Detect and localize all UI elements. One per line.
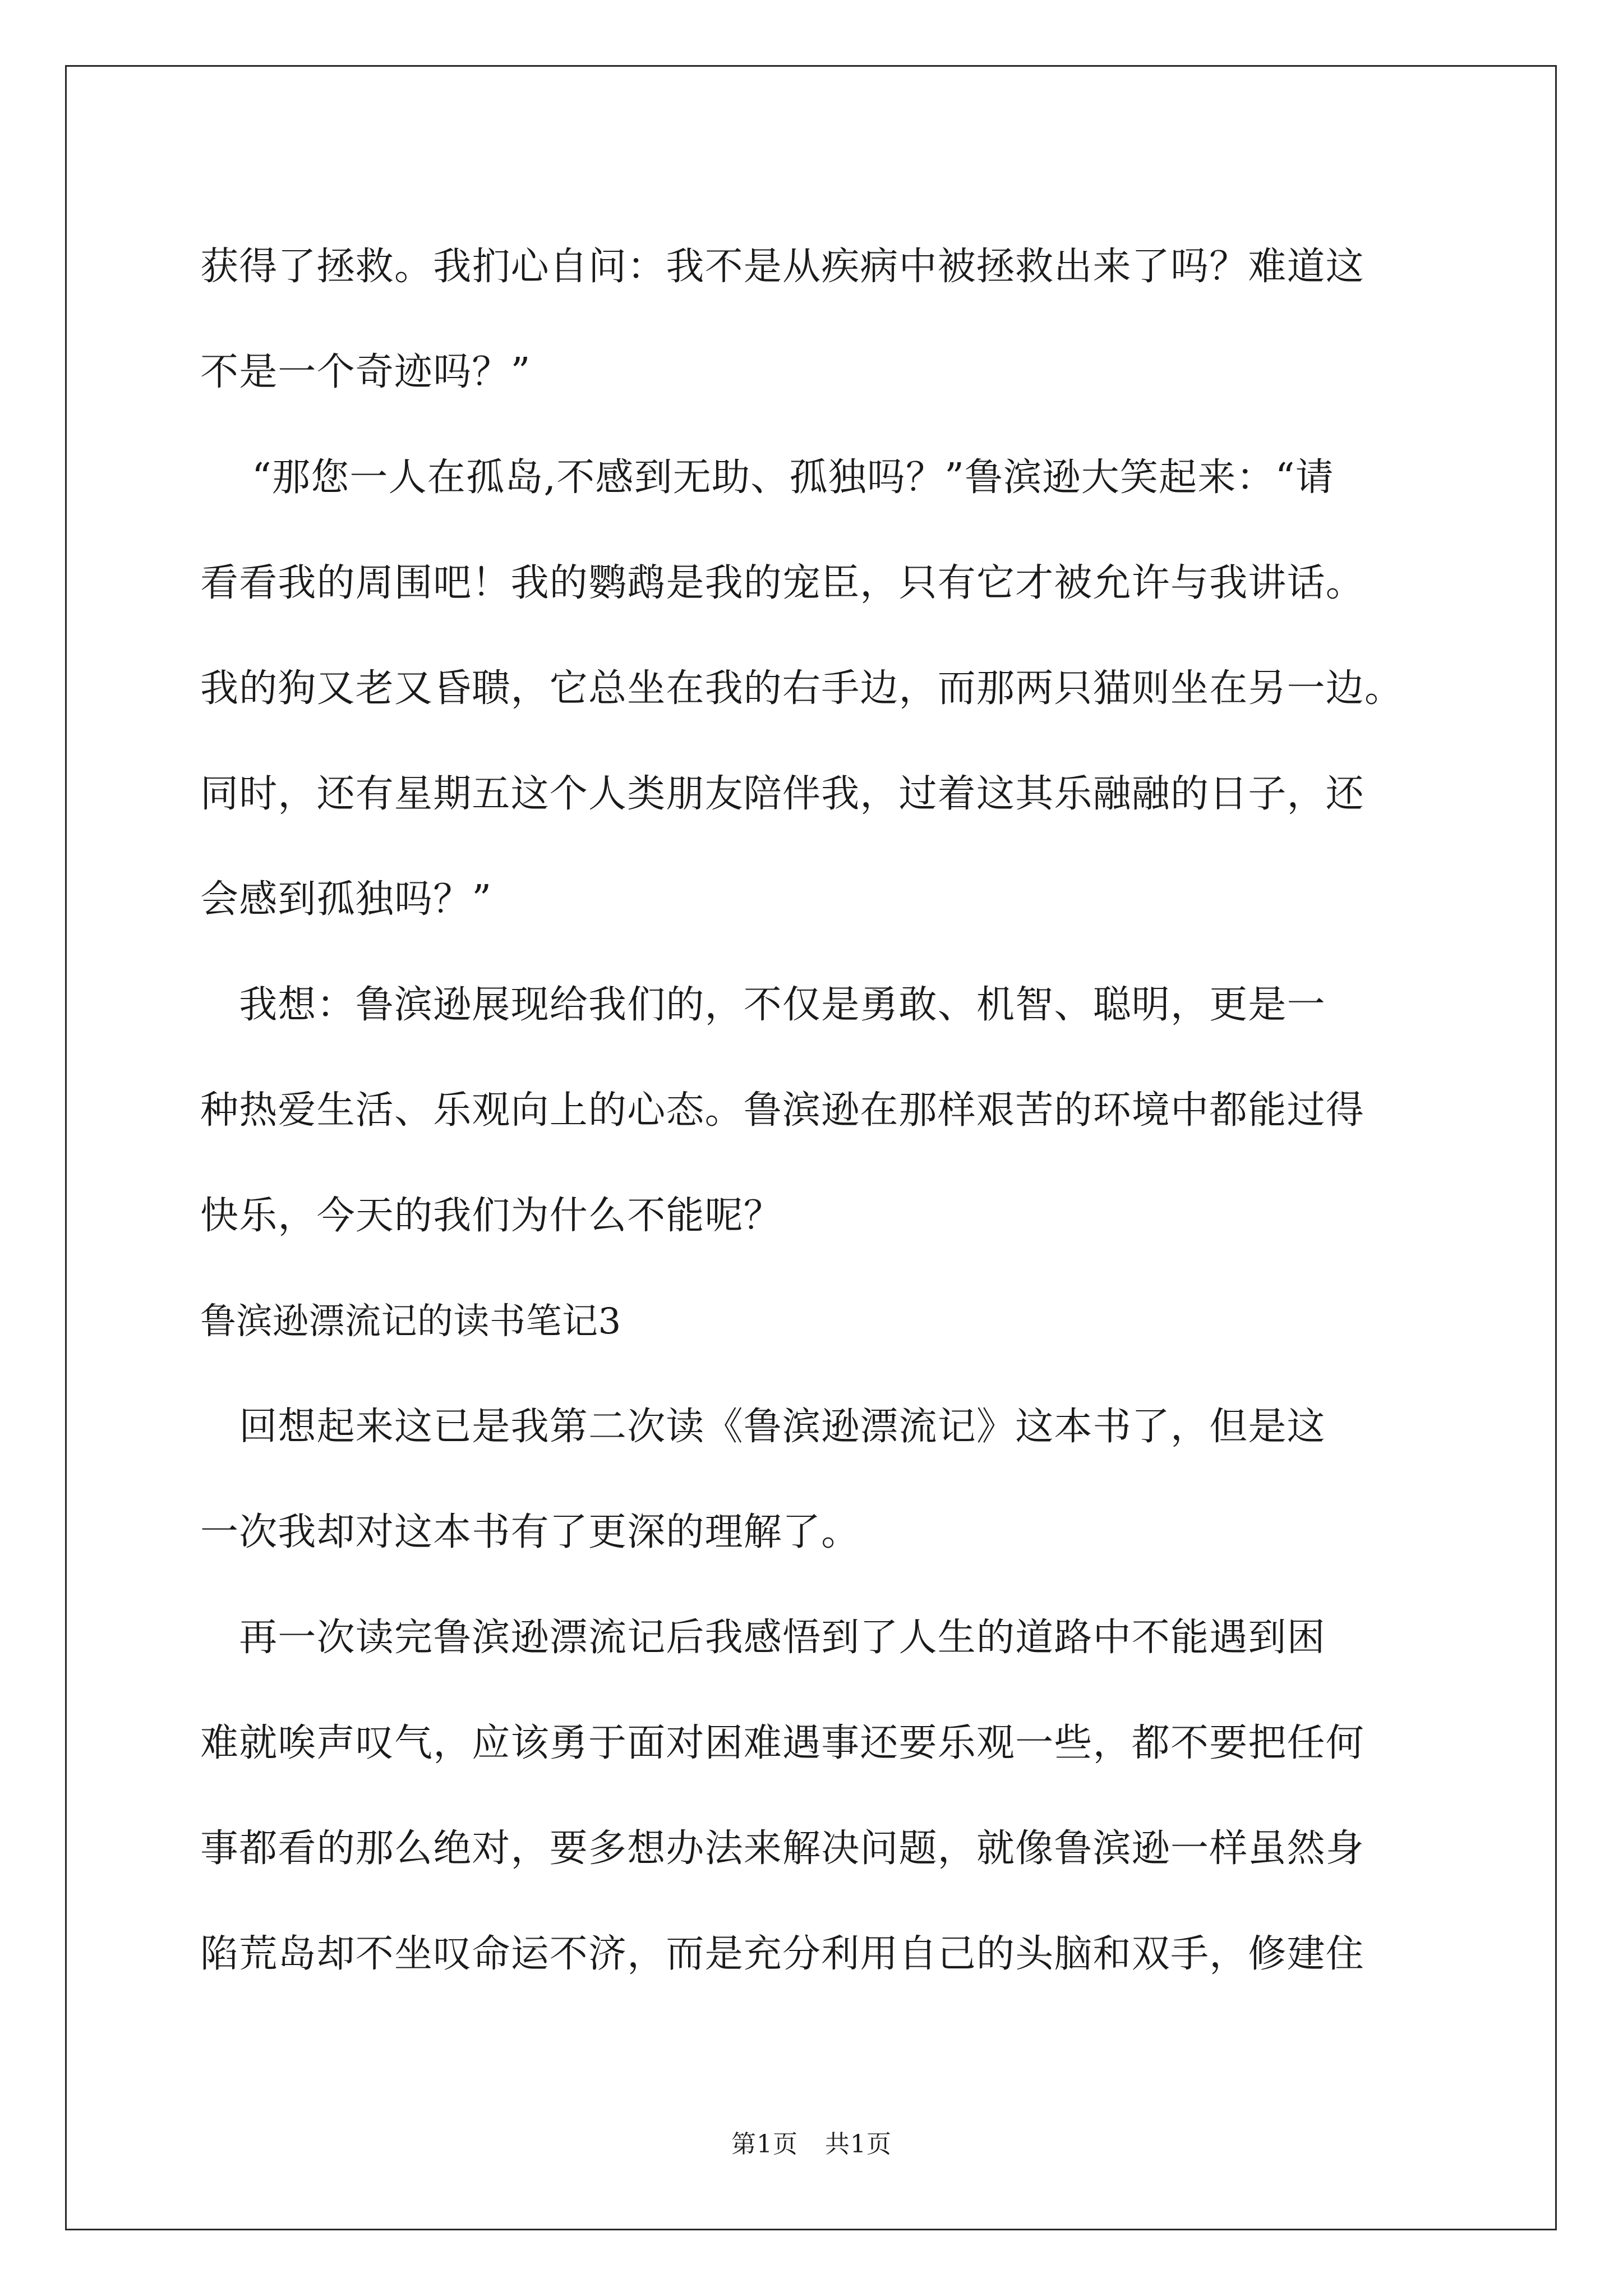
- document-body: [200, 214, 1434, 2007]
- text-line: 不是一个奇迹吗？”: [200, 350, 531, 394]
- text-line: “那您一人在孤岛,不感到无助、孤独吗？”鲁滨逊大笑起来：“请: [200, 455, 1334, 500]
- text-line: 一次我却对这本书有了更深的理解了。: [200, 1510, 860, 1554]
- text-line: 会感到孤独吗？”: [200, 877, 492, 922]
- section-heading: 鲁滨逊漂流记的读书笔记3: [200, 1301, 621, 1342]
- text-line: 同时，还有星期五这个人类朋友陪伴我，过着这其乐融融的日子，还: [200, 772, 1365, 816]
- text-line: 再一次读完鲁滨逊漂流记后我感悟到了人生的道路中不能遇到困: [200, 1616, 1326, 1660]
- page-total: 共1页: [825, 2130, 892, 2159]
- text-line: 陷荒岛却不坐叹命运不济，而是充分利用自己的头脑和双手，修建住: [200, 1932, 1365, 1976]
- text-line: 难就唉声叹气，应该勇于面对困难遇事还要乐观一些，都不要把任何: [200, 1721, 1365, 1765]
- text-line: 事都看的那么绝对，要多想办法来解决问题，就像鲁滨逊一样虽然身: [200, 1826, 1365, 1871]
- text-line: 我的狗又老又昏聩，它总坐在我的右手边，而那两只猫则坐在另一边。: [200, 666, 1404, 711]
- text-line: 种热爱生活、乐观向上的心态。鲁滨逊在那样艰苦的环境中都能过得: [200, 1088, 1365, 1133]
- text-line: 看看我的周围吧！我的鹦鹉是我的宠臣，只有它才被允许与我讲话。: [200, 561, 1365, 605]
- page-number: 第1页: [731, 2130, 798, 2159]
- page-footer: [0, 2124, 1623, 2160]
- text-line: 回想起来这已是我第二次读《鲁滨逊漂流记》这本书了，但是这: [200, 1405, 1326, 1449]
- text-line: 快乐，今天的我们为什么不能呢？: [200, 1194, 783, 1238]
- text-line: 我想：鲁滨逊展现给我们的，不仅是勇敢、机智、聪明，更是一: [200, 983, 1326, 1027]
- text-line: 获得了拯救。我扪心自问：我不是从疾病中被拯救出来了吗？难道这: [200, 245, 1365, 289]
